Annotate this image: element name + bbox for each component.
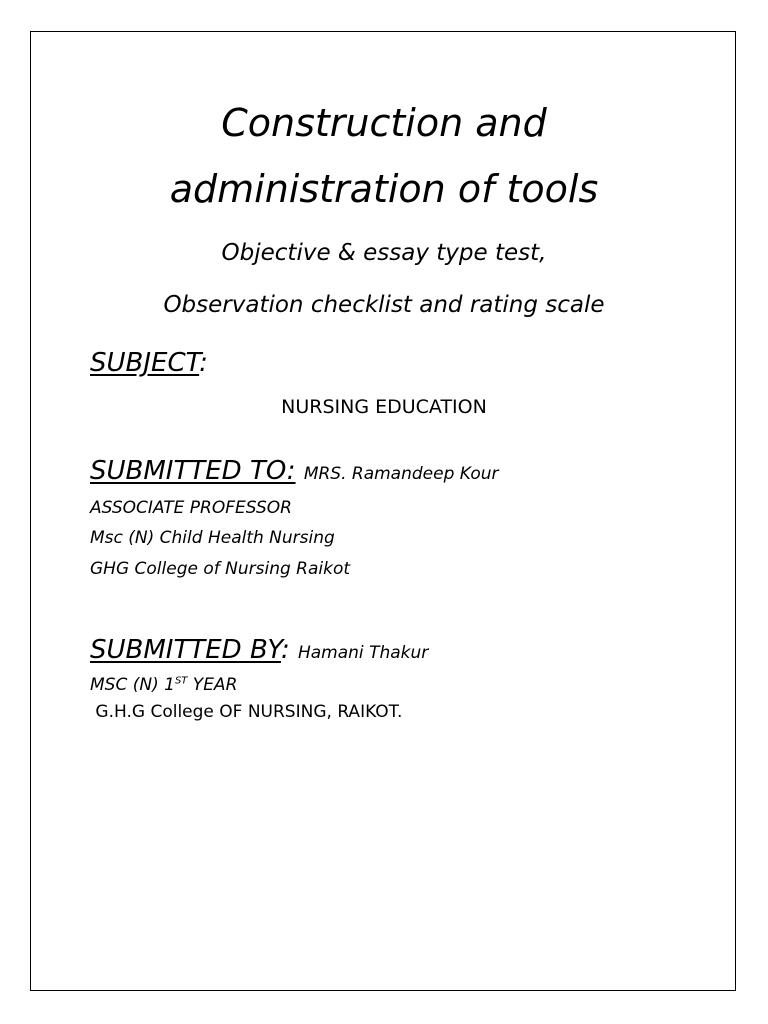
title-line-1: Construction and	[221, 101, 547, 145]
submitted-to-heading	[90, 458, 498, 484]
submitted-by-college: G.H.G College OF NURSING, RAIKOT.	[90, 702, 403, 722]
submitted-by-heading	[90, 637, 428, 663]
year-superscript: ST	[174, 675, 188, 687]
subject-label: SUBJECT	[90, 348, 200, 378]
subtitle-line-1: Objective & essay type test,	[221, 240, 547, 266]
subtitle-line-2: Observation checklist and rating scale	[163, 292, 605, 318]
submitted-to-line-1: ASSOCIATE PROFESSOR	[90, 498, 292, 518]
submitted-to-label: SUBMITTED TO:	[90, 456, 296, 486]
submitted-by-colon: :	[280, 635, 290, 665]
submitted-by-label: SUBMITTED BY	[90, 635, 281, 665]
submitted-by-name: Hamani Thakur	[297, 643, 429, 663]
submitted-by-year	[90, 677, 237, 694]
title-line-2: administration of tools	[169, 167, 599, 211]
subject-colon: :	[199, 348, 208, 378]
subject-heading	[90, 350, 208, 376]
submitted-to-line-3: GHG College of Nursing Raikot	[90, 559, 351, 579]
year-prefix: MSC (N) 1	[90, 675, 175, 695]
year-suffix: YEAR	[187, 675, 238, 695]
submitted-to-line-2: Msc (N) Child Health Nursing	[90, 528, 335, 548]
submitted-to-name: MRS. Ramandeep Kour	[303, 464, 499, 484]
subject-value: NURSING EDUCATION	[281, 396, 487, 418]
